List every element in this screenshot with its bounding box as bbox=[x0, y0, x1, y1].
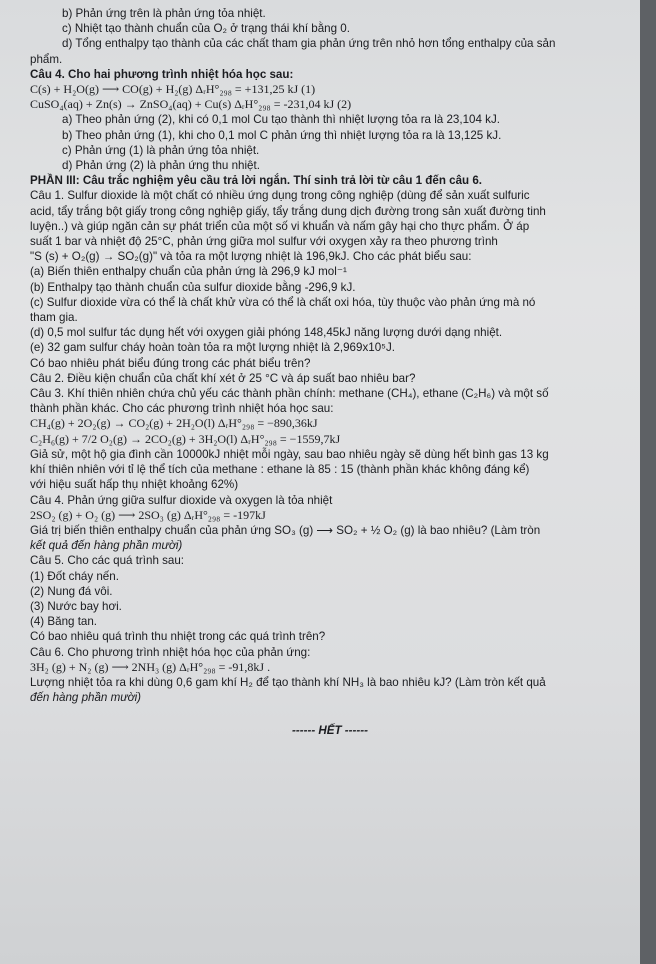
text-line: (1) Đốt cháy nến. bbox=[30, 569, 119, 583]
end-marker: ------ HẾT ------ bbox=[292, 724, 368, 738]
equation-line: C₂H₆(g) + 7/2 O₂(g) → 2CO₂(g) + 3H₂O(l) ΔᵣH°₂₉₈ = −1559,7kJ bbox=[30, 431, 341, 446]
text-line: b) Theo phản ứng (1), khi cho 0,1 mol C phản ứng thì nhiệt lượng tỏa ra là 13,125 kJ. bbox=[62, 128, 502, 142]
text-line: kết quả đến hàng phần mười) bbox=[30, 539, 183, 553]
text-line: Có bao nhiêu phát biểu đúng trong các phát biểu trên? bbox=[30, 356, 311, 370]
text-line: phẩm. bbox=[30, 52, 63, 66]
text-line: với hiệu suất hấp thụ nhiệt khoảng 62%) bbox=[30, 478, 239, 492]
text-line: Lượng nhiệt tỏa ra khi dùng 0,6 gam khí H₂ để tạo thành khí NH₃ là bao nhiêu kJ? (Làm tròn kết quả bbox=[30, 675, 546, 689]
equation-line: 2SO₂ (g) + O₂ (g) ⟶ 2SO₃ (g) ΔᵣH°₂₉₈ = -197kJ bbox=[30, 507, 266, 522]
equation-line: CH₄(g) + 2O₂(g) → CO₂(g) + 2H₂O(l) ΔᵣH°₂₉₈ = −890,36kJ bbox=[30, 416, 318, 431]
text-line: c) Nhiệt tạo thành chuẩn của O₂ ở trạng thái khí bằng 0. bbox=[62, 22, 350, 36]
text-line: (c) Sulfur dioxide vừa có thể là chất khử vừa có thể là chất oxi hóa, tùy thuộc vào phản ứng mà nó bbox=[30, 295, 536, 309]
exam-text bbox=[30, 6, 630, 705]
text-line: Câu 1. Sulfur dioxide là một chất có nhiều ứng dụng trong công nghiệp (dùng để sản xuất sulfuric bbox=[30, 189, 530, 203]
table-edge bbox=[640, 0, 656, 964]
equation-line: CuSO₄(aq) + Zn(s) → ZnSO₄(aq) + Cu(s) ΔᵣH°₂₉₈ = -231,04 kJ (2) bbox=[30, 97, 352, 112]
text-line: Có bao nhiêu quá trình thu nhiệt trong các quá trình trên? bbox=[30, 630, 326, 644]
text-line: (4) Băng tan. bbox=[30, 615, 98, 629]
text-line: Câu 5. Cho các quá trình sau: bbox=[30, 554, 185, 568]
text-line: Giả sử, một hộ gia đình cần 10000kJ nhiệt mỗi ngày, sau bao nhiêu ngày sẽ dùng hết bình gas 13 kg bbox=[30, 447, 549, 461]
text-line: Câu 2. Điều kiện chuẩn của chất khí xét ở 25 °C và áp suất bao nhiêu bar? bbox=[30, 371, 416, 385]
text-line: khí thiên nhiên với tỉ lệ thể tích của methane : ethane là 85 : 15 (thành phần khác không đáng kể) bbox=[30, 463, 530, 477]
text-line: tham gia. bbox=[30, 311, 78, 325]
text-line: b) Phản ứng trên là phản ứng tỏa nhiệt. bbox=[62, 7, 266, 20]
text-line: (e) 32 gam sulfur cháy hoàn toàn tỏa ra một lượng nhiệt là 2,969x10⁵J. bbox=[30, 341, 395, 355]
text-line: PHẦN III: Câu trắc nghiệm yêu cầu trả lời ngắn. Thí sinh trả lời từ câu 1 đến câu 6. bbox=[30, 174, 483, 188]
text-line: (b) Enthalpy tạo thành chuẩn của sulfur dioxide bằng -296,9 kJ. bbox=[30, 280, 356, 294]
equation-line: 3H₂ (g) + N₂ (g) ⟶ 2NH₃ (g) ΔᵣH°₂₉₈ = -91,8kJ . bbox=[30, 659, 271, 674]
text-line: (a) Biến thiên enthalpy chuẩn của phản ứng là 296,9 kJ mol⁻¹ bbox=[30, 265, 347, 279]
text-line: a) Theo phản ứng (2), khi có 0,1 mol Cu tạo thành thì nhiệt lượng tỏa ra là 23,104 kJ. bbox=[62, 113, 500, 127]
equation-line: C(s) + H₂O(g) ⟶ CO(g) + H₂(g) ΔᵣH°₂₉₈ = +131,25 kJ (1) bbox=[30, 82, 316, 97]
text-line: (2) Nung đá vôi. bbox=[30, 584, 113, 598]
text-line: đến hàng phần mười) bbox=[30, 691, 142, 705]
text-line: Câu 3. Khí thiên nhiên chứa chủ yếu các thành phần chính: methane (CH₄), ethane (C₂H₆) và một số bbox=[30, 387, 549, 401]
text-line: Câu 6. Cho phương trình nhiệt hóa học của phản ứng: bbox=[30, 645, 311, 659]
text-line: acid, tẩy trắng bột giấy trong công nghiệp giấy, tẩy trắng dung dịch đường trong sản xuất đường tinh bbox=[30, 204, 546, 218]
text-line: Câu 4. Cho hai phương trình nhiệt hóa học sau: bbox=[30, 67, 294, 81]
text-line: (d) 0,5 mol sulfur tác dụng hết với oxygen giải phóng 148,45kJ năng lượng dưới dạng nhiệt. bbox=[30, 326, 503, 340]
text-line: "S (s) + O₂(g) → SO₂(g)" và tỏa ra một lượng nhiệt là 196,9kJ. Cho các phát biểu sau: bbox=[30, 250, 472, 264]
text-line: Câu 4. Phản ứng giữa sulfur dioxide và oxygen là tỏa nhiệt bbox=[30, 493, 333, 507]
text-line: d) Phản ứng (2) là phản ứng thu nhiệt. bbox=[62, 159, 260, 173]
text-line: luyện..) và giúp ngăn cản sự phát triển của một số vi khuẩn và nấm gây hại cho thực phẩm. Ở áp bbox=[30, 219, 530, 233]
text-line: (3) Nước bay hơi. bbox=[30, 599, 122, 613]
text-line: suất 1 bar và nhiệt độ 25°C, phản ứng giữa mol sulfur với oxygen xảy ra theo phương trình bbox=[30, 235, 498, 249]
text-line: Giá trị biến thiên enthalpy chuẩn của phản ứng SO₃ (g) ⟶ SO₂ + ½ O₂ (g) là bao nhiêu? (Làm tròn bbox=[30, 523, 541, 537]
text-line: c) Phản ứng (1) là phản ứng tỏa nhiệt. bbox=[62, 143, 260, 157]
text-line: d) Tổng enthalpy tạo thành của các chất tham gia phản ứng trên nhỏ hơn tổng enthalpy của sản bbox=[62, 37, 556, 51]
text-line: thành phần khác. Cho các phương trình nhiệt hóa học sau: bbox=[30, 402, 334, 416]
